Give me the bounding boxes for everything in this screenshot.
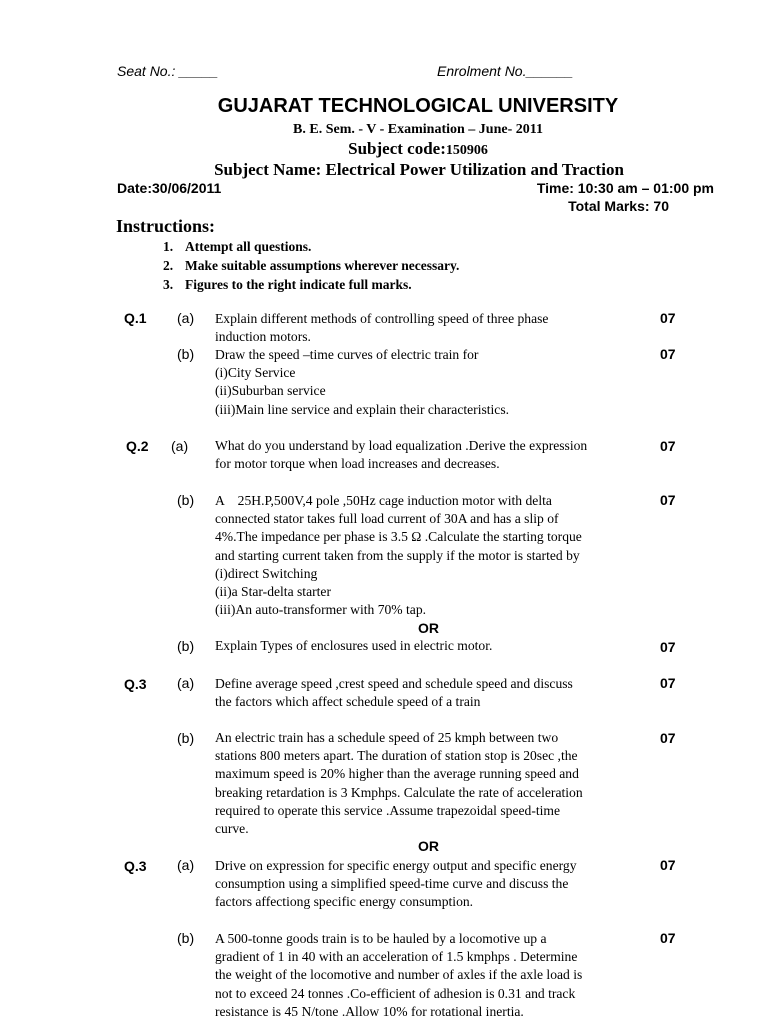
question-number: Q.2 bbox=[126, 438, 149, 454]
question-text: An electric train has a schedule speed of 25 kmph between two stations 800 meters apart. The duration of station stop is 20sec ,the maximum speed is 20% higher than the average running speed and breaking retardation is 3 Kmphps. Calculate the rate of acceleration required to operate this service .Assume trapezoidal speed-time curve. bbox=[215, 730, 583, 837]
subject-name: Subject Name: Electrical Power Utilization and Traction bbox=[214, 160, 624, 179]
instruction-item: 3. Figures to the right indicate full marks. bbox=[163, 277, 412, 292]
or-divider: OR bbox=[418, 620, 439, 636]
exam-time: Time: 10:30 am – 01:00 pm bbox=[536, 180, 714, 196]
part-label: (b) bbox=[177, 638, 195, 654]
question-text: Explain different methods of controlling speed of three phase induction motors. bbox=[215, 311, 549, 345]
question-number: Q.3 bbox=[124, 858, 147, 874]
instruction-item: 1. Attempt all questions. bbox=[163, 239, 312, 254]
question-text: Explain Types of enclosures used in electric motor. bbox=[215, 638, 493, 653]
question-text: A 500-tonne goods train is to be hauled by a locomotive up a gradient of 1 in 40 with an acceleration of 1.5 kmphps . Determine the weight of the locomotive and number of axles if the axle load is not to exceed 24 tonnes .Co-efficient of adhesion is 0.31 and track resistance is 45 N/tone .Allow 10% for rotational inertia. bbox=[215, 931, 583, 1019]
question-number: Q.3 bbox=[124, 676, 147, 692]
question-text: Drive on expression for specific energy output and specific energy consumption using a simplified speed-time curve and discuss the factors affectiong specific energy consumption. bbox=[215, 858, 577, 910]
exam-title: B. E. Sem. - V - Examination – June- 2011 bbox=[293, 122, 543, 137]
instructions-heading: Instructions: bbox=[116, 216, 216, 236]
marks-value: 07 bbox=[660, 492, 676, 508]
marks-value: 07 bbox=[660, 438, 676, 454]
question-text: A 25H.P,500V,4 pole ,50Hz cage induction motor with delta connected stator takes full load current of 30A and has a slip of 4%.The impedance per phase is 3.5 Ω .Calculate the starting torque and starting current taken from the supply if the motor is started by (i)direct Switching (ii)a Star-delta starter (iii)An auto-transformer with 70% tap. bbox=[215, 493, 582, 618]
instruction-item: 2. Make suitable assumptions wherever necessary. bbox=[163, 258, 460, 273]
subject-code-label: Subject code: bbox=[348, 139, 446, 158]
question-text: Define average speed ,crest speed and schedule speed and discuss the factors which affect schedule speed of a train bbox=[215, 676, 573, 710]
part-label: (b) bbox=[177, 492, 195, 508]
marks-value: 07 bbox=[660, 857, 676, 873]
exam-date: Date:30/06/2011 bbox=[117, 180, 222, 196]
part-label: (a) bbox=[177, 310, 195, 326]
question-text: Draw the speed –time curves of electric train for (i)City Service (ii)Suburban service (iii)Main line service and explain their characteristics. bbox=[215, 347, 510, 417]
subject-code-value: 150906 bbox=[445, 143, 488, 158]
part-label: (b) bbox=[177, 730, 195, 746]
seat-number-field: Seat No.: _____ bbox=[117, 63, 219, 79]
enrolment-number-field: Enrolment No.______ bbox=[437, 63, 574, 79]
question-text: What do you understand by load equalization .Derive the expression for motor torque when load increases and decreases. bbox=[215, 438, 588, 472]
or-divider: OR bbox=[418, 838, 439, 854]
total-marks: Total Marks: 70 bbox=[568, 198, 669, 214]
part-label: (a) bbox=[171, 438, 189, 454]
marks-value: 07 bbox=[660, 730, 676, 746]
marks-value: 07 bbox=[660, 930, 676, 946]
part-label: (a) bbox=[177, 675, 195, 691]
marks-value: 07 bbox=[660, 675, 676, 691]
part-label: (b) bbox=[177, 930, 195, 946]
university-title: GUJARAT TECHNOLOGICAL UNIVERSITY bbox=[217, 95, 619, 117]
part-label: (a) bbox=[177, 857, 195, 873]
marks-value: 07 bbox=[660, 310, 676, 326]
instructions-list bbox=[163, 237, 459, 294]
marks-value: 07 bbox=[660, 639, 676, 655]
question-number: Q.1 bbox=[124, 310, 147, 326]
subject-code bbox=[0, 139, 768, 159]
part-label: (b) bbox=[177, 346, 195, 362]
marks-value: 07 bbox=[660, 346, 676, 362]
